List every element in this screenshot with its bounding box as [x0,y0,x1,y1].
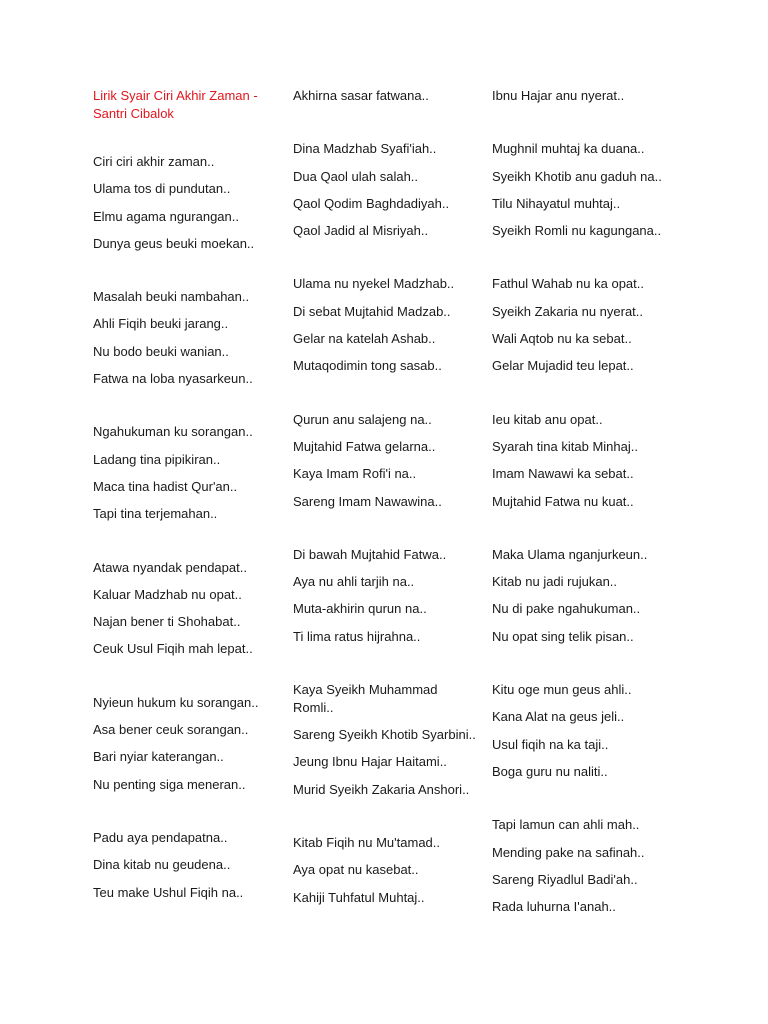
lyric-line: Ulama tos di pundutan.. [93,181,231,197]
lyric-line: Syeikh Zakaria nu nyerat.. [492,303,644,319]
lyric-line: Tapi tina terjemahan.. [93,506,218,522]
lyrics-column-2 [293,87,475,916]
stanza [293,140,475,249]
lyric-line: Jeung Ibnu Hajar Haitami.. [293,754,447,770]
lyric-line: Kana Alat na geus jeli.. [492,709,625,725]
lyric-line: Bari nyiar katerangan.. [93,749,224,765]
lyric-line: Qurun anu salajeng na.. [293,411,432,427]
lyric-line: Ieu kitab anu opat.. [492,411,603,427]
lyric-line: Mending pake na safinah.. [492,844,645,860]
stanza [492,681,670,790]
lyric-line: Sareng Imam Nawawina.. [293,493,442,509]
stanza [93,829,271,911]
lyric-line: Dina Madzhab Syafi'iah.. [293,141,437,157]
lyric-line: Dua Qaol ulah salah.. [293,168,419,184]
lyric-line: Boga guru nu naliti.. [492,763,608,779]
lyric-line: Usul fiqih na ka taji.. [492,736,609,752]
lyric-line: Di sebat Mujtahid Madzab.. [293,303,451,319]
lyric-line: Ceuk Usul Fiqih mah lepat.. [93,641,253,657]
lyric-line: Mujtahid Fatwa gelarna.. [293,438,436,454]
lyric-line: Kitu oge mun geus ahli.. [492,682,632,698]
lyric-line: Tapi lamun can ahli mah.. [492,817,640,833]
lyric-line: Ladang tina pipikiran.. [93,451,221,467]
lyric-line: Qaol Qodim Baghdadiyah.. [293,195,450,211]
lyric-line: Kahiji Tuhfatul Muhtaj.. [293,889,425,905]
stanza [293,834,475,916]
lyric-line: Sareng Riyadlul Badi'ah.. [492,871,638,887]
lyric-line: Qaol Jadid al Misriyah.. [293,223,429,239]
lyric-line: Nu bodo beuki wanian.. [93,343,229,359]
lyric-line: Tilu Nihayatul muhtaj.. [492,195,621,211]
stanza-list [492,87,670,925]
lyric-line: Gelar na katelah Ashab.. [293,331,436,347]
stanza [293,275,475,384]
lyric-line: Syarah tina kitab Minhaj.. [492,438,638,454]
lyric-line: Dina kitab nu geudena.. [93,857,231,873]
lyric-line: Atawa nyandak pendapat.. [93,559,247,575]
lyric-line: Maca tina hadist Qur'an.. [93,478,238,494]
lyric-line: Murid Syeikh Zakaria Anshori.. [293,781,470,797]
stanza [492,816,670,925]
lyric-line: Ciri ciri akhir zaman.. [93,154,215,169]
lyrics-column-3 [492,87,670,925]
stanza [293,411,475,520]
lyrics-column-1 [93,87,271,911]
stanza [492,275,670,384]
stanza-list [93,153,271,911]
lyric-line: Fatwa na loba nyasarkeun.. [93,371,253,387]
stanza [492,546,670,655]
lyric-line: Aya opat nu kasebat.. [293,862,419,878]
stanza [93,559,271,668]
lyric-line: Kaya Imam Rofi'i na.. [293,466,417,482]
lyric-line: Kaluar Madzhab nu opat.. [93,586,242,602]
lyric-line: Ulama nu nyekel Madzhab.. [293,276,455,292]
stanza [492,411,670,520]
stanza-list [293,87,475,916]
lyric-line: Mughnil muhtaj ka duana.. [492,141,645,157]
lyric-line: Fathul Wahab nu ka opat.. [492,276,645,292]
lyric-line: Syeikh Romli nu kagungana.. [492,223,662,239]
lyric-line: Ahli Fiqih beuki jarang.. [93,316,229,332]
lyric-line: Kitab Fiqih nu Mu'tamad.. [293,834,440,850]
lyric-line: Ngahukuman ku sorangan.. [93,424,253,440]
stanza [93,694,271,803]
stanza [93,153,271,262]
lyric-line: Kaya Syeikh Muhammad Romli.. [293,682,438,716]
stanza [492,87,670,114]
lyric-line: Teu make Ushul Fiqih na.. [93,884,244,900]
lyric-line: Sareng Syeikh Khotib Syarbini.. [293,727,476,743]
lyric-line: Nu penting siga meneran.. [93,776,246,792]
lyric-line: Dunya geus beuki moekan.. [93,235,255,251]
lyric-line: Maka Ulama nganjurkeun.. [492,546,648,562]
lyric-line: Nu di pake ngahukuman.. [492,601,641,617]
lyric-line: Padu aya pendapatna.. [93,829,228,845]
lyric-line: Syeikh Khotib anu gaduh na.. [492,168,662,184]
lyric-line: Kitab nu jadi rujukan.. [492,574,618,590]
lyric-line: Akhirna sasar fatwana.. [293,88,429,103]
lyric-line: Aya nu ahli tarjih na.. [293,574,415,590]
lyric-line: Ibnu Hajar anu nyerat.. [492,88,625,103]
lyric-line: Mujtahid Fatwa nu kuat.. [492,493,634,509]
lyric-line: Asa bener ceuk sorangan.. [93,722,249,738]
lyric-line: Imam Nawawi ka sebat.. [492,466,634,482]
stanza [93,423,271,532]
lyric-line: Muta-akhirin qurun na.. [293,601,427,617]
document-title: Lirik Syair Ciri Akhir Zaman - Santri Cibalok [93,88,258,121]
lyric-line: Nu opat sing telik pisan.. [492,628,634,644]
stanza [293,546,475,655]
lyric-line: Najan bener ti Shohabat.. [93,614,241,630]
stanza [93,288,271,397]
lyric-line: Wali Aqtob nu ka sebat.. [492,331,632,347]
lyric-line: Masalah beuki nambahan.. [93,289,250,305]
lyric-line: Nyieun hukum ku sorangan.. [93,694,259,710]
stanza [293,681,475,808]
lyric-line: Mutaqodimin tong sasab.. [293,358,442,374]
lyric-line: Elmu agama ngurangan.. [93,208,239,224]
lyric-line: Rada luhurna I'anah.. [492,899,616,915]
lyric-line: Gelar Mujadid teu lepat.. [492,358,634,374]
lyric-line: Ti lima ratus hijrahna.. [293,628,421,644]
lyric-line: Di bawah Mujtahid Fatwa.. [293,546,447,562]
stanza [492,140,670,249]
stanza [293,87,475,114]
